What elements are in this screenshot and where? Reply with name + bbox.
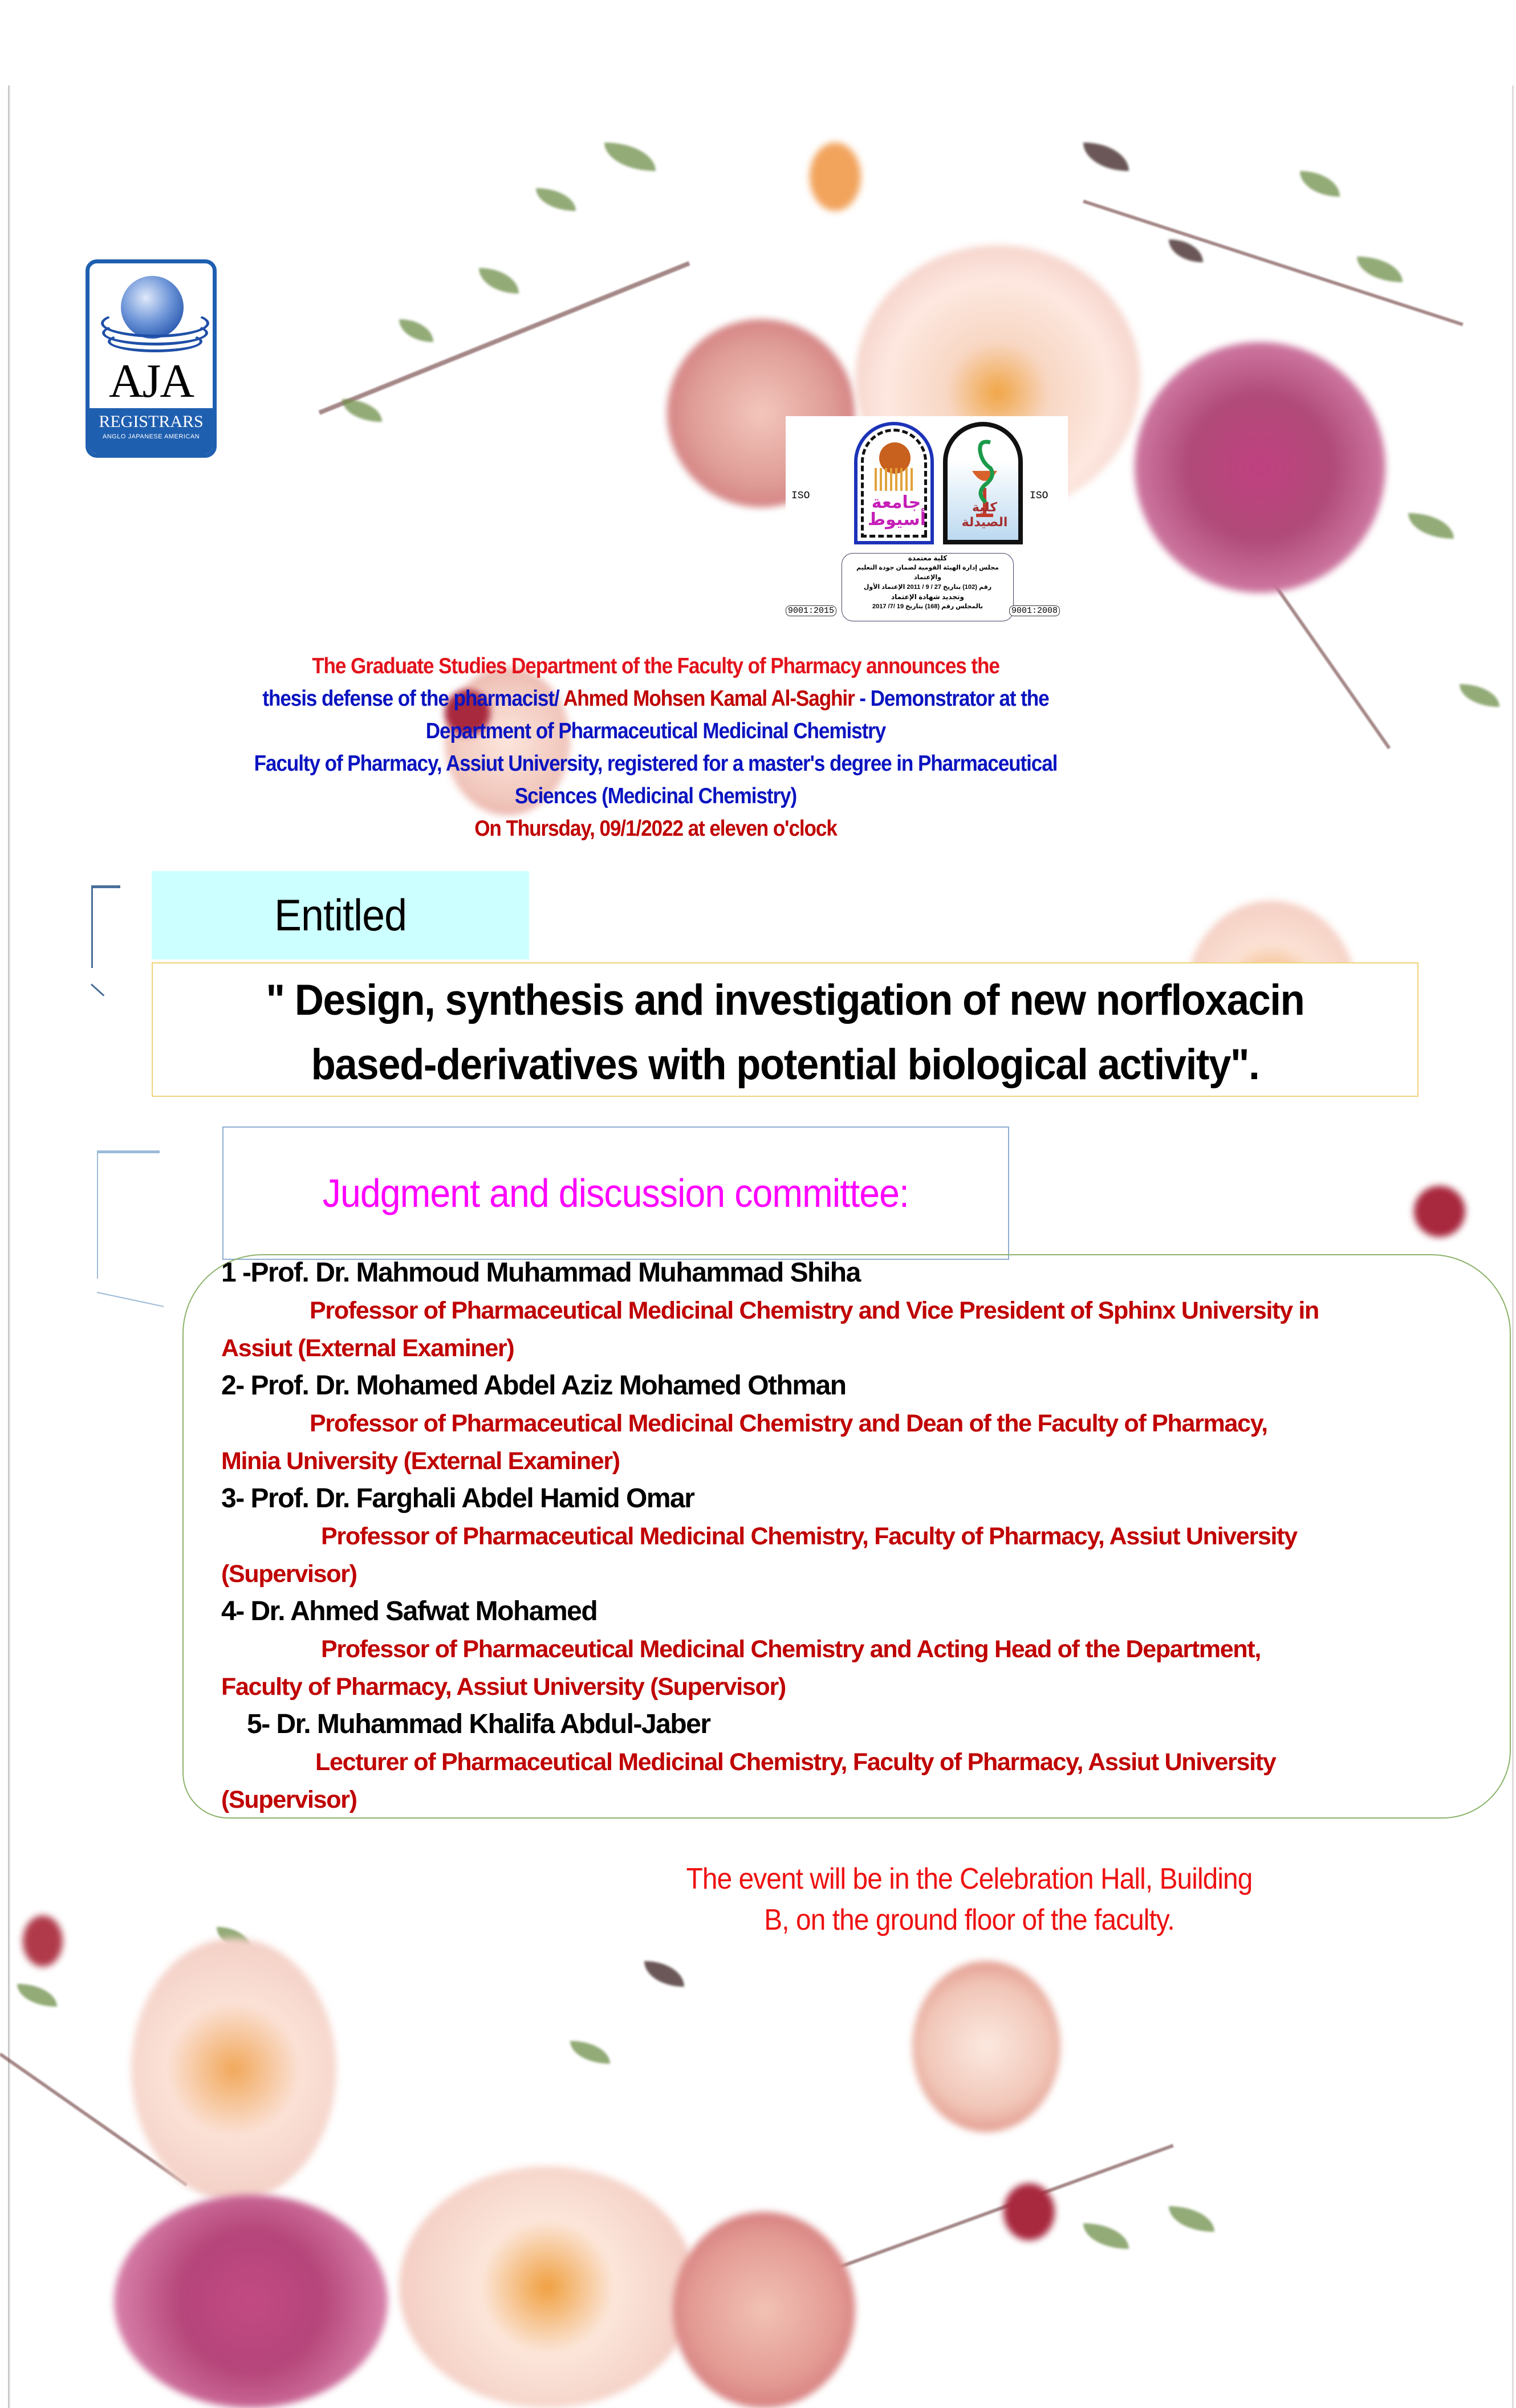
member-role: Professor of Pharmaceutical Medicinal Chemistry and Acting Head of the Department, xyxy=(321,1636,1261,1663)
committee-member xyxy=(221,1254,1498,1367)
announcement-line-2-suffix: - Demonstrator at the xyxy=(854,686,1049,711)
thesis-title xyxy=(197,963,1373,1097)
member-role-cont: (Supervisor) xyxy=(221,1560,357,1588)
member-role: Lecturer of Pharmaceutical Medicinal Chemistry, Faculty of Pharmacy, Assiut University xyxy=(315,1748,1276,1776)
member-role: Professor of Pharmaceutical Medicinal Chemistry and Dean of the Faculty of Pharmacy, xyxy=(310,1410,1267,1437)
member-role-cont: Faculty of Pharmacy, Assiut University (Supervisor) xyxy=(221,1673,786,1701)
candidate-name: Ahmed Mohsen Kamal Al-Saghir xyxy=(563,686,855,711)
announcement-line-3: Department of Pharmaceutical Medicinal Chemistry xyxy=(425,719,886,743)
committee-heading: Judgment and discussion committee: xyxy=(322,1171,909,1215)
committee-member xyxy=(221,1480,1498,1593)
accreditation-line: بالمجلس رقم (168) بتاريخ 19 /7/ 2017 xyxy=(872,603,983,610)
page-right-edge xyxy=(1512,86,1514,2408)
entitled-label: Entitled xyxy=(274,890,407,940)
aja-registrars-text: REGISTRARS xyxy=(99,412,204,431)
faculty-of-pharmacy-emblem xyxy=(943,422,1023,544)
entitled-bracket-decoration xyxy=(91,885,120,968)
member-role: Professor of Pharmaceutical Medicinal Chemistry and Vice President of Sphinx University in xyxy=(310,1297,1319,1324)
member-name: 4- Dr. Ahmed Safwat Mohamed xyxy=(221,1596,598,1626)
member-name: 2- Prof. Dr. Mohamed Abdel Aziz Mohamed Othman xyxy=(221,1370,846,1401)
university-accreditation-seal xyxy=(786,416,1068,624)
announcement-line-4: Faculty of Pharmacy, Assiut University, registered for a master's degree in Pharmaceutical xyxy=(254,751,1058,776)
iso-right-label: ISO xyxy=(1030,490,1048,502)
committee-member xyxy=(221,1706,1498,1819)
announcement-line-2-prefix: thesis defense of the pharmacist/ xyxy=(262,686,564,711)
announcement-line-5: Sciences (Medicinal Chemistry) xyxy=(514,784,797,808)
announcement-block xyxy=(168,650,1143,845)
aja-brand-text: AJA xyxy=(108,355,193,408)
member-role-cont: Assiut (External Examiner) xyxy=(221,1335,514,1362)
committee-member xyxy=(221,1593,1498,1706)
venue-line-1: The event will be in the Celebration Hall, Building xyxy=(686,1862,1253,1896)
announcement-line-1: The Graduate Studies Department of the Faculty of Pharmacy announces the xyxy=(312,654,999,678)
iso-standard-2015: 9001:2015 xyxy=(786,605,836,616)
iso-standard-2008: 9001:2008 xyxy=(1009,605,1060,616)
aja-registrars-logo xyxy=(86,259,217,458)
venue-line-2: B, on the ground floor of the faculty. xyxy=(764,1903,1174,1937)
accreditation-line: كلية معتمدة xyxy=(908,554,948,562)
member-role-cont: Minia University (External Examiner) xyxy=(221,1447,620,1475)
member-name: 1 -Prof. Dr. Mahmoud Muhammad Muhammad Shiha xyxy=(221,1258,860,1288)
member-name: 3- Prof. Dr. Farghali Abdel Hamid Omar xyxy=(221,1483,694,1514)
university-name-arabic: جامعة أسيوط xyxy=(868,493,926,529)
committee-list xyxy=(221,1254,1498,1819)
sun-rays-icon xyxy=(875,468,915,491)
assiut-university-emblem xyxy=(854,422,934,544)
iso-left-label: ISO xyxy=(791,490,810,502)
accreditation-line: وتجديد شهادة الإعتماد xyxy=(891,593,964,601)
venue-info xyxy=(623,1858,1315,1941)
accreditation-scroll xyxy=(842,553,1014,621)
thesis-title-box xyxy=(152,962,1419,1097)
member-role-cont: (Supervisor) xyxy=(221,1786,357,1813)
thesis-title-line-1: " Design, synthesis and investigation of new norfloxacin xyxy=(266,976,1304,1024)
committee-member xyxy=(221,1367,1498,1480)
member-name: 5- Dr. Muhammad Khalifa Abdul-Jaber xyxy=(247,1709,710,1739)
aja-band xyxy=(90,408,213,454)
aja-subtitle-text: ANGLO JAPANESE AMERICAN xyxy=(102,433,200,440)
member-role: Professor of Pharmaceutical Medicinal Chemistry, Faculty of Pharmacy, Assiut University xyxy=(321,1523,1297,1550)
committee-heading-box xyxy=(222,1126,1009,1260)
announcement-line-2 xyxy=(168,682,1143,715)
thesis-title-line-2: based-derivatives with potential biological activity". xyxy=(311,1040,1259,1089)
committee-bracket-decoration xyxy=(97,1150,160,1279)
orbit-ring-icon xyxy=(108,331,202,352)
faculty-name-arabic: كلية الصيدلة xyxy=(961,500,1008,529)
accreditation-line: مجلس إدارة الهيئة القومية لضمان جودة التعليم والإعتماد xyxy=(856,564,999,581)
entitled-label-box xyxy=(152,871,529,959)
defense-date-time: On Thursday, 09/1/2022 at eleven o'clock xyxy=(474,816,837,841)
accreditation-line: رقم (102) بتاريخ 27 / 9 / 2011 الإعتماد الأول xyxy=(863,584,992,591)
